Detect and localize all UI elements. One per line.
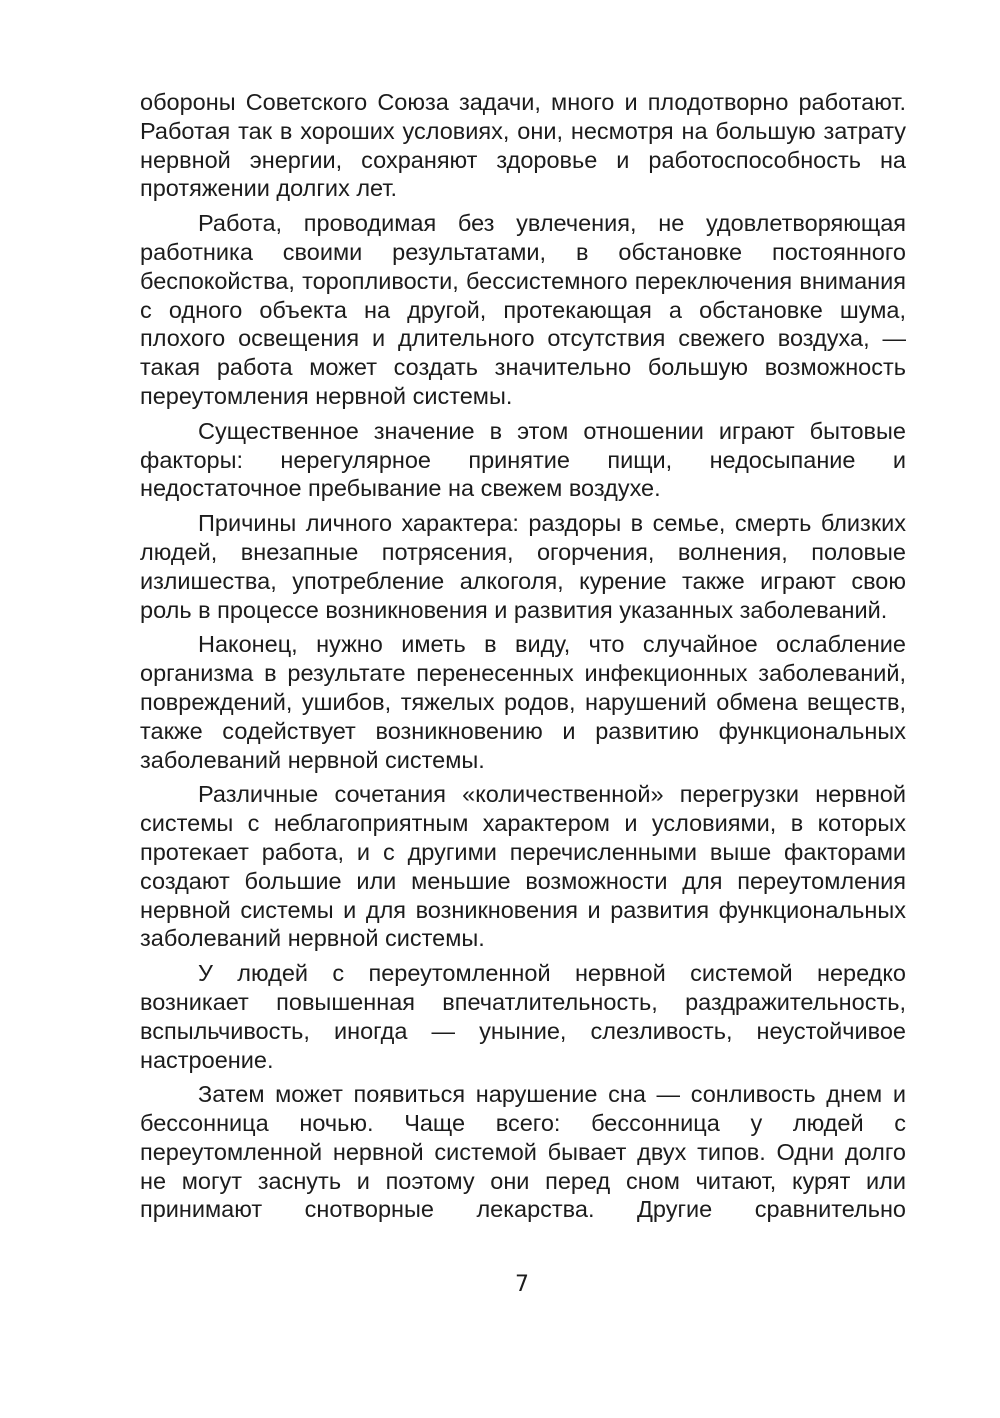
paragraph: Наконец, нужно иметь в виду, что случайное ослабление организма в результате перенесенных инфекционных заболеваний, повреждений, ушибов, тяжелых родов, нарушений обмена веществ, также содействует возникновению и развитию функциональных заболеваний нервной системы. [140, 631, 906, 773]
paragraph: Работа, проводимая без увлечения, не удовлетворяющая работника своими результатами, в обстановке постоянного беспокойства, торопливости, бессистемного переключения внимания с одного объекта на другой, протекающая а обстановке шума, плохого освещения и длительного отсутствия свежего воздуха, — такая работа может создать значительно большую возможность переутомления нервной системы. [140, 210, 906, 409]
page-number: 7 [515, 1272, 529, 1297]
paragraph: Затем может появиться нарушение сна — сонливость днем и бессонница ночью. Чаще всего: бессонница у людей с переутомленной нервной системой бывает двух типов. Одни долго не могут заснуть и поэтому они перед сном читают, курят или принимают снотворные лекарства. Другие сравнительно [140, 1081, 906, 1223]
paragraph: У людей с переутомленной нервной системой нередко возникает повышенная впечатлительность, раздражительность, вспыльчивость, иногда — уныние, слезливость, неустойчивое настроение. [140, 960, 906, 1073]
body-text [140, 88, 906, 1230]
paragraph: обороны Советского Союза задачи, много и плодотворно работают. Работая так в хороших условиях, они, несмотря на большую затрату нервной энергии, сохраняют здоровье и работоспособность на протяжении долгих лет. [140, 89, 906, 202]
paragraph: Различные сочетания «количественной» перегрузки нервной системы с неблагоприятным характером и условиями, в которых протекает работа, и с другими перечисленными выше факторами создают большие или меньшие возможности для переутомления нервной системы и для возникновения и развития функциональных заболеваний нервной системы. [140, 781, 906, 952]
paragraph: Причины личного характера: раздоры в семье, смерть близких людей, внезапные потрясения, огорчения, волнения, половые излишества, употребление алкоголя, курение также играют свою роль в процессе возникновения и развития указанных заболеваний. [140, 510, 906, 623]
paragraph: Существенное значение в этом отношении играют бытовые факторы: нерегулярное принятие пищи, недосыпание и недостаточное пребывание на свежем воздухе. [140, 417, 906, 502]
